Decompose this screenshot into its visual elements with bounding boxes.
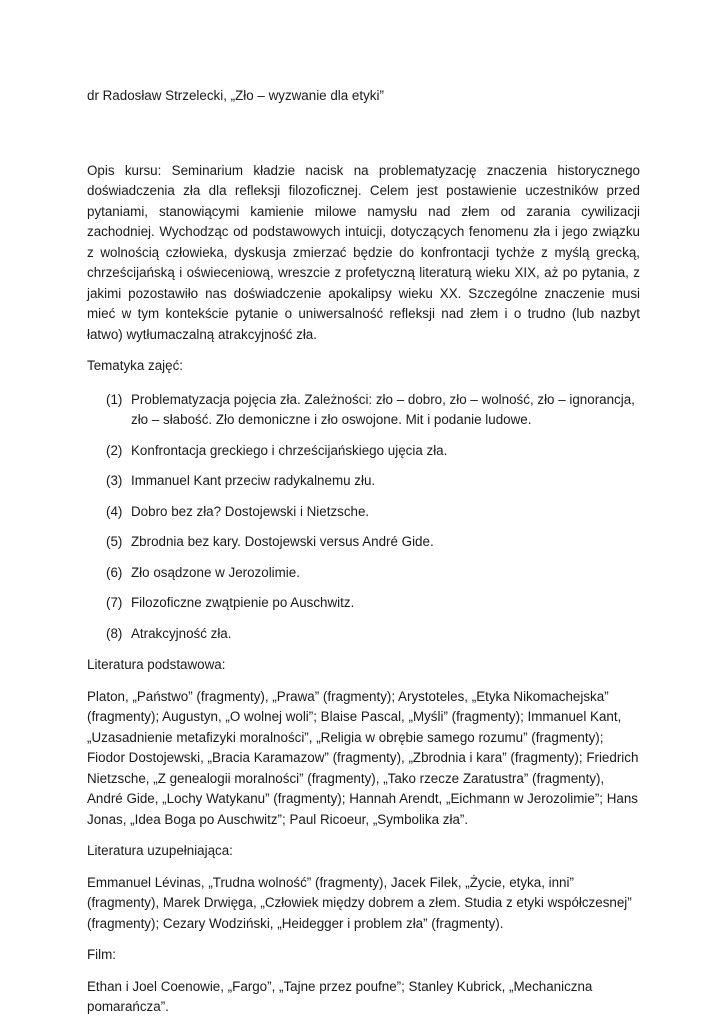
topic-text: Konfrontacja greckiego i chrześcijańskiego ujęcia zła. (131, 442, 448, 458)
topic-number: (2) (106, 442, 123, 458)
topic-item (87, 471, 640, 492)
topic-item (87, 563, 640, 584)
topic-text: Atrakcyjność zła. (131, 625, 232, 641)
basic-literature-heading: Literatura podstawowa: (87, 657, 226, 672)
topic-item (87, 441, 640, 462)
topic-number: (1) (106, 391, 123, 407)
topic-text: Dobro bez zła? Dostojewski i Nietzsche. (131, 503, 370, 519)
supplementary-literature-text: Emmanuel Lévinas, „Trudna wolność” (fragmenty), Jacek Filek, „Życie, etyka, inni” (fragmenty), Marek Drwięga, „Człowiek między dobrem a złem. Studia z etyki współczesnej” (fragmenty); Cezary Wodziński, „Heidegger i problem zła” (fragmenty). (87, 874, 632, 931)
course-description: Opis kursu: Seminarium kładzie nacisk na problematyzację znaczenia historycznego doświadczenia zła dla refleksji filozoficznej. Celem jest postawienie uczestników przed pytaniami, stanowiącymi kamienie milowe namysłu nad złem od zarania cywilizacji zachodniej. Wychodząc od podstawowych intuicji, dotyczących fenomenu zła i jego związku z wolnością człowieka, dyskusja zmierzać będzie do konfrontacji tychże z myślą grecką, chrześcijańską i oświeceniową, wreszcie z profetyczną literaturą wieku XIX, aż po pytania, z jakimi pozostawiło nas doświadczenie apokalipsy wieku XX. Szczególne znaczenie musi mieć w tym kontekście pytanie o uniwersalność refleksji nad złem i o trudno (lub nazbyt łatwo) wytłumaczalną atrakcyjność zła. (87, 162, 640, 342)
supplementary-literature-heading: Literatura uzupełniająca: (87, 843, 233, 858)
topic-item (87, 593, 640, 614)
topic-item (87, 390, 640, 431)
topic-number: (7) (106, 595, 123, 610)
topic-number: (3) (106, 473, 123, 488)
document-title: dr Radosław Strzelecki, „Zło – wyzwanie dla etyki” (87, 88, 384, 103)
topic-number: (6) (106, 564, 123, 580)
topic-text: Immanuel Kant przeciw radykalnemu złu. (131, 473, 376, 488)
basic-literature-text: Platon, „Państwo” (fragmenty), „Prawa” (fragmenty); Arystoteles, „Etyka Nikomachejska” (fragmenty); Augustyn, „O wolnej woli”; Blaise Pascal, „Myśli” (fragmenty); Immanuel Kant, „Uzasadnienie metafizyki moralności”, „Religia w obrębie samego rozumu” (fragmenty); Fiodor Dostojewski, „Bracia Karamazow” (fragmenty), „Zbrodnia i kara” (fragmenty); Friedrich Nietzsche, „Z genealogii moralności” (fragmenty), „Tako rzecze Zaratustra” (fragmenty), André Gide, „Lochy Watykanu” (fragmenty); Hannah Arendt, „Eichmann w Jerozolimie”; Hans Jonas, „Idea Boga po Auschwitz”; Paul Ricoeur, „Symbolika zła”. (87, 688, 639, 827)
film-text: Ethan i Joel Coenowie, „Fargo”, „Tajne przez poufne”; Stanley Kubrick, „Mechaniczna pomarańcza”. (87, 978, 593, 1014)
topic-text: Zbrodnia bez kary. Dostojewski versus André Gide. (131, 534, 434, 549)
topic-number: (4) (106, 503, 123, 519)
topic-number: (8) (106, 625, 123, 641)
film-heading: Film: (87, 947, 117, 962)
topic-item (87, 532, 640, 553)
topics-list (87, 390, 640, 645)
topic-text: Zło osądzone w Jerozolimie. (131, 564, 300, 580)
topic-item (87, 624, 640, 645)
topic-item (87, 502, 640, 523)
topic-text: Filozoficzne zwątpienie po Auschwitz. (131, 595, 355, 610)
document-content (87, 86, 640, 1018)
topic-text: Problematyzacja pojęcia zła. Zależności: zło – dobro, zło – wolność, zło – ignorancja, zło – słabość. Zło demoniczne i zło oswojone. Mit i podanie ludowe. (131, 391, 635, 427)
topic-number: (5) (106, 534, 123, 549)
topics-heading: Tematyka zajęć: (87, 358, 184, 373)
